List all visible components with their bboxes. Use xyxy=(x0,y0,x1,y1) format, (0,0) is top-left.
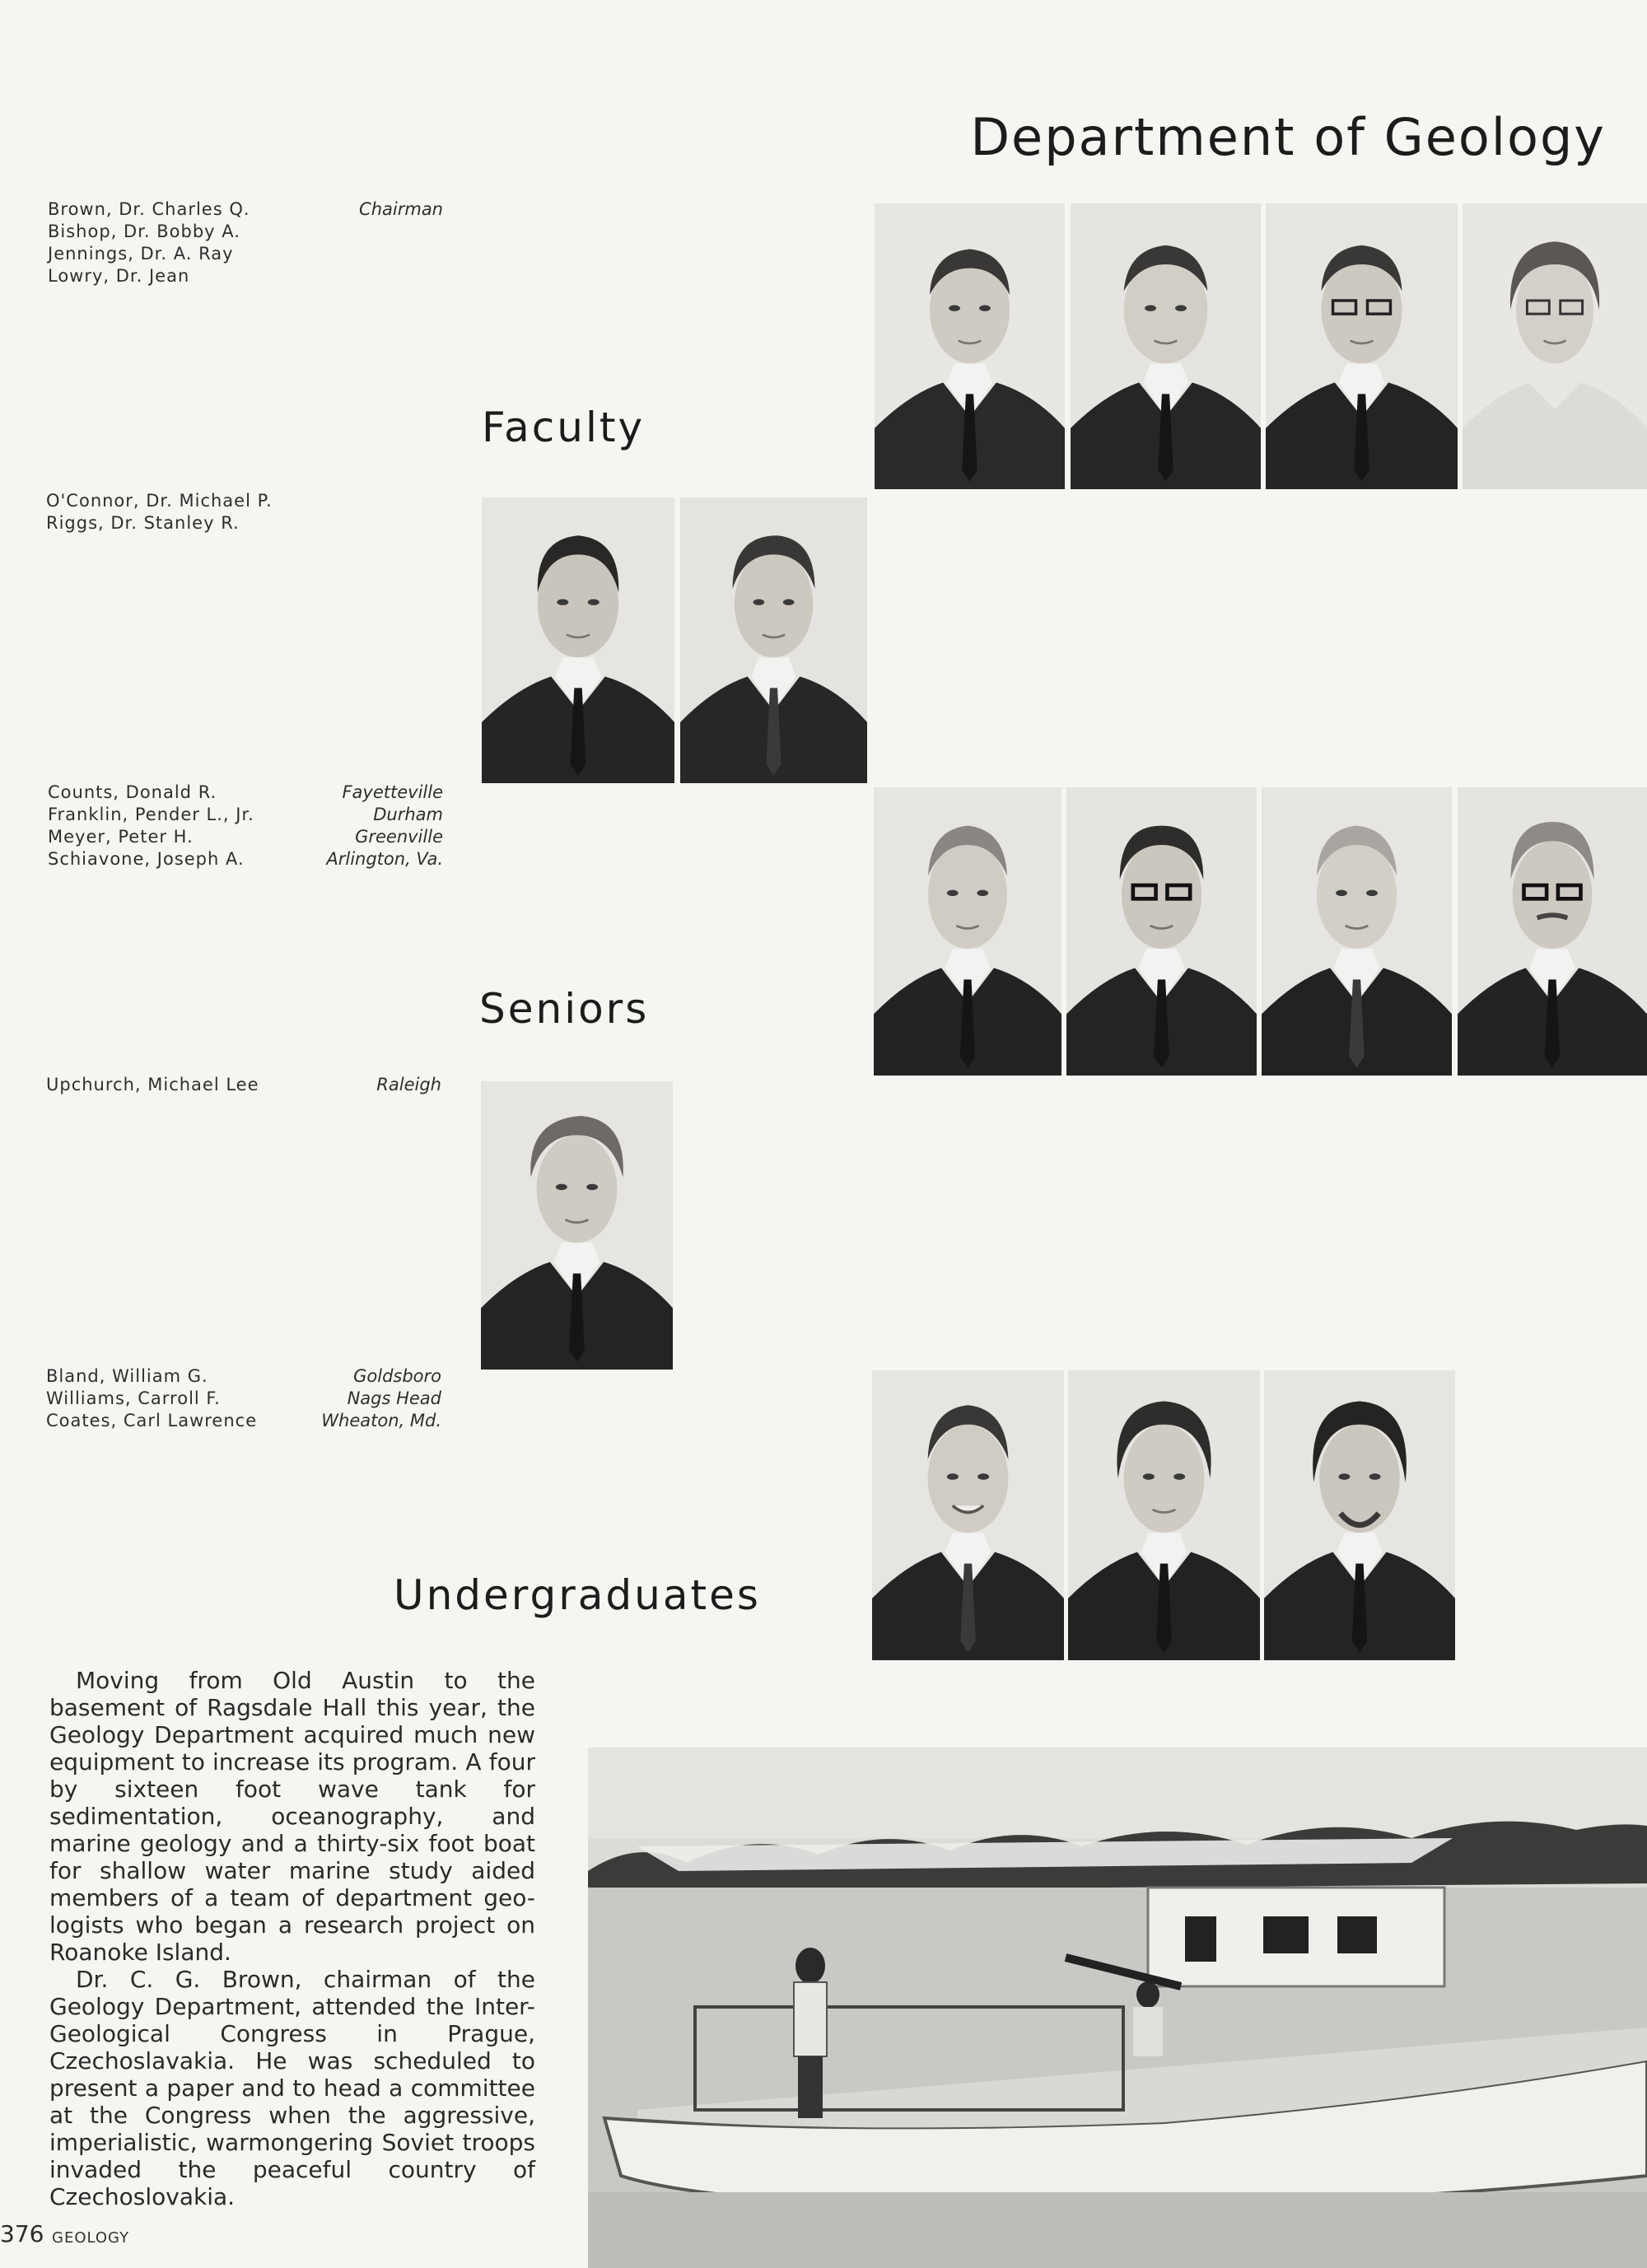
portrait-photo xyxy=(1458,787,1647,1076)
portrait-photo xyxy=(874,787,1061,1076)
list-item xyxy=(46,1074,441,1096)
page-title: Department of Geology xyxy=(970,107,1606,167)
seniors-list-2 xyxy=(46,1074,441,1096)
article-body xyxy=(49,1667,535,2210)
list-item xyxy=(46,1365,441,1388)
person-hometown: Raleigh xyxy=(376,1075,441,1094)
portrait-photo xyxy=(1463,203,1647,489)
portrait-photo xyxy=(680,497,867,783)
footer-section-label: GEOLOGY xyxy=(52,2229,130,2247)
article-paragraph: Dr. C. G. Brown, chairman of the Geology Department, attended the Inter-Geological Congress in Prague, Czechoslavakia. He was scheduled to present a paper and to head a committee at the Congress when the aggressive, imperialistic, warmongering Soviet troops invaded the peaceful country of Czechoslovakia. xyxy=(49,1966,535,2210)
person-name: Coates, Carl Lawrence xyxy=(46,1411,258,1430)
faculty-list-1 xyxy=(48,198,443,287)
portrait-photo xyxy=(481,1081,673,1370)
person-name: Schiavone, Joseph A. xyxy=(48,849,245,869)
person-name: Riggs, Dr. Stanley R. xyxy=(46,513,240,533)
list-item xyxy=(46,1410,441,1432)
list-item xyxy=(48,782,443,804)
undergraduates-heading: Undergraduates xyxy=(394,1571,761,1619)
portrait-photo xyxy=(1066,787,1257,1076)
list-item xyxy=(48,848,443,870)
faculty-heading: Faculty xyxy=(482,404,646,451)
article-paragraph: Moving from Old Austin to the basement of Ragsdale Hall this year, the Geology Department acquired much new equipment to increase its program. A four by sixteen foot wave tank for sedimentation, oceanography, and marine geology and a thirty-six foot boat for shallow water marine study aided members of a team of department geo-logists who began a research project on Roanoke Island. xyxy=(49,1667,535,1966)
person-name: O'Connor, Dr. Michael P. xyxy=(46,491,273,511)
faculty-list-2 xyxy=(46,490,441,534)
portrait-photo xyxy=(482,497,674,783)
page-number: 376 xyxy=(0,2220,44,2247)
person-name: Lowry, Dr. Jean xyxy=(48,266,190,286)
person-name: Meyer, Peter H. xyxy=(48,827,194,847)
list-item xyxy=(48,265,443,287)
person-hometown: Nags Head xyxy=(347,1388,441,1408)
person-name: Jennings, Dr. A. Ray xyxy=(48,244,234,264)
person-hometown: Fayetteville xyxy=(342,782,443,802)
seniors-list-1 xyxy=(48,782,443,870)
seniors-heading: Seniors xyxy=(479,985,650,1033)
list-item xyxy=(48,198,443,221)
person-name: Brown, Dr. Charles Q. xyxy=(48,199,250,219)
person-name: Franklin, Pender L., Jr. xyxy=(48,805,254,824)
portrait-photo xyxy=(872,1370,1064,1660)
undergrads-list xyxy=(46,1365,441,1432)
person-name: Upchurch, Michael Lee xyxy=(46,1075,259,1094)
person-hometown: Durham xyxy=(373,805,443,824)
portrait-photo xyxy=(1262,787,1452,1076)
list-item xyxy=(46,1388,441,1410)
portrait-photo xyxy=(1264,1370,1455,1660)
list-item xyxy=(46,490,441,512)
list-item xyxy=(48,826,443,848)
portrait-photo xyxy=(1266,203,1458,489)
person-note: Chairman xyxy=(359,199,443,219)
portrait-photo xyxy=(875,203,1065,489)
person-hometown: Goldsboro xyxy=(353,1366,441,1386)
person-name: Williams, Carroll F. xyxy=(46,1388,221,1408)
person-hometown: Wheaton, Md. xyxy=(321,1411,441,1430)
portrait-photo xyxy=(1068,1370,1260,1660)
list-item xyxy=(48,243,443,265)
list-item xyxy=(46,512,441,534)
person-name: Counts, Donald R. xyxy=(48,782,217,802)
boat-photo xyxy=(588,1748,1647,2268)
person-name: Bishop, Dr. Bobby A. xyxy=(48,222,240,241)
list-item xyxy=(48,221,443,243)
list-item xyxy=(48,804,443,826)
person-hometown: Arlington, Va. xyxy=(326,849,443,869)
person-hometown: Greenville xyxy=(355,827,443,847)
person-name: Bland, William G. xyxy=(46,1366,208,1386)
portrait-photo xyxy=(1071,203,1261,489)
